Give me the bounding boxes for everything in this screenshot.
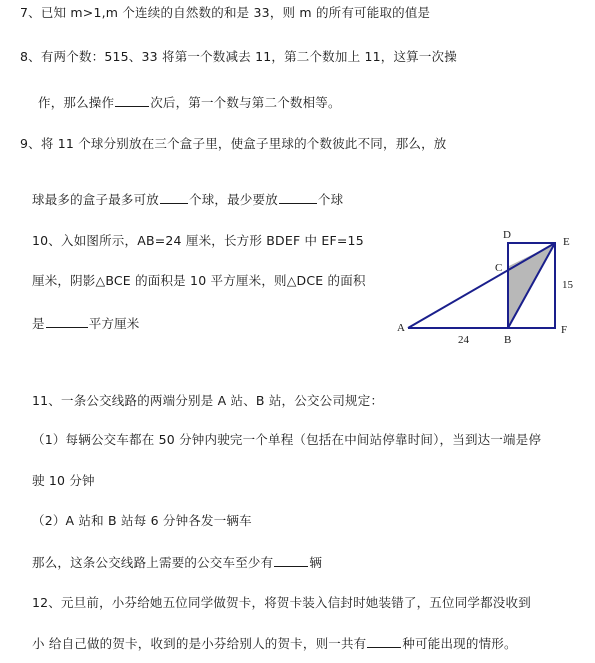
shaded-triangle-bce [508, 244, 554, 328]
segment-ae [408, 243, 555, 328]
q10-line-3-before: 是 [32, 316, 45, 331]
figure-lines [408, 243, 555, 328]
label-ef-length: 15 [562, 279, 573, 291]
q11-line-1: 11、一条公交线路的两端分别是 A 站、B 站，公交公司规定： [32, 393, 384, 408]
q9-line-1: 9、将 11 个球分别放在三个盒子里，使盒子里球的个数彼此不同，那么，放 [20, 136, 447, 151]
q12-line-2-after: 种可能出现的情形。 [402, 636, 517, 651]
label-ab-length: 24 [458, 334, 469, 346]
q9-line-2-middle: 个球，最少要放 [189, 192, 278, 207]
q10-line-3 [32, 314, 140, 333]
q11-question-before: 那么，这条公交线路上需要的公交车至少有 [32, 555, 274, 570]
segment-be [508, 243, 555, 328]
label-d: D [503, 229, 511, 241]
q11-rule-1-line-2: 驶 10 分钟 [32, 473, 95, 488]
q11-rule-2: （2）A 站和 B 站每 6 分钟各发一辆车 [32, 513, 252, 528]
q9-line-2-before: 球最多的盒子最多可放 [32, 192, 160, 207]
q11-answer-blank [274, 553, 308, 567]
q10-answer-blank [46, 314, 88, 328]
q12-line-2-before: 小 给自己做的贺卡，收到的是小芬给别人的贺卡，则一共有 [32, 636, 367, 651]
q8-line-2-after: 次后，第一个数与第二个数相等。 [150, 95, 341, 110]
label-a: A [397, 322, 405, 334]
q8-answer-blank [115, 93, 149, 107]
q10-line-2: 厘米，阴影△BCE 的面积是 10 平方厘米，则△DCE 的面积 [32, 273, 366, 288]
q9-min-blank [279, 190, 317, 204]
q9-max-blank [160, 190, 188, 204]
q11-question-after: 辆 [309, 555, 323, 570]
q9-line-2 [32, 190, 343, 209]
q10-line-3-after: 平方厘米 [88, 316, 140, 331]
q8-line-2 [38, 93, 341, 112]
q8-line-1: 8、有两个数：515、33 将第一个数减去 11，第二个数加上 11，这算一次操 [20, 49, 457, 64]
label-e: E [563, 236, 570, 248]
label-c: C [495, 262, 503, 274]
q12-line-2 [32, 634, 517, 653]
q9-line-2-after: 个球 [317, 192, 344, 207]
q8-line-2-before: 作，那么操作 [38, 95, 115, 110]
q11-question [32, 553, 322, 572]
q12-answer-blank [367, 634, 401, 648]
q12-line-1: 12、元旦前，小芬给她五位同学做贺卡，将贺卡装入信封时她装错了，五位同学都没收到 [32, 595, 531, 610]
q7-line-1: 7、已知 m>1,m 个连续的自然数的和是 33，则 m 的所有可能取的值是 [20, 5, 431, 20]
label-f: F [561, 324, 568, 336]
q11-rule-1-line-1: （1）每辆公交车都在 50 分钟内驶完一个单程（包括在中间站停靠时间），当到达一端是停 [32, 432, 542, 447]
rectangle-bdef [508, 243, 555, 328]
label-b: B [504, 334, 512, 346]
q10-line-1: 10、入如图所示，AB=24 厘米，长方形 BDEF 中 EF=15 [32, 233, 364, 248]
